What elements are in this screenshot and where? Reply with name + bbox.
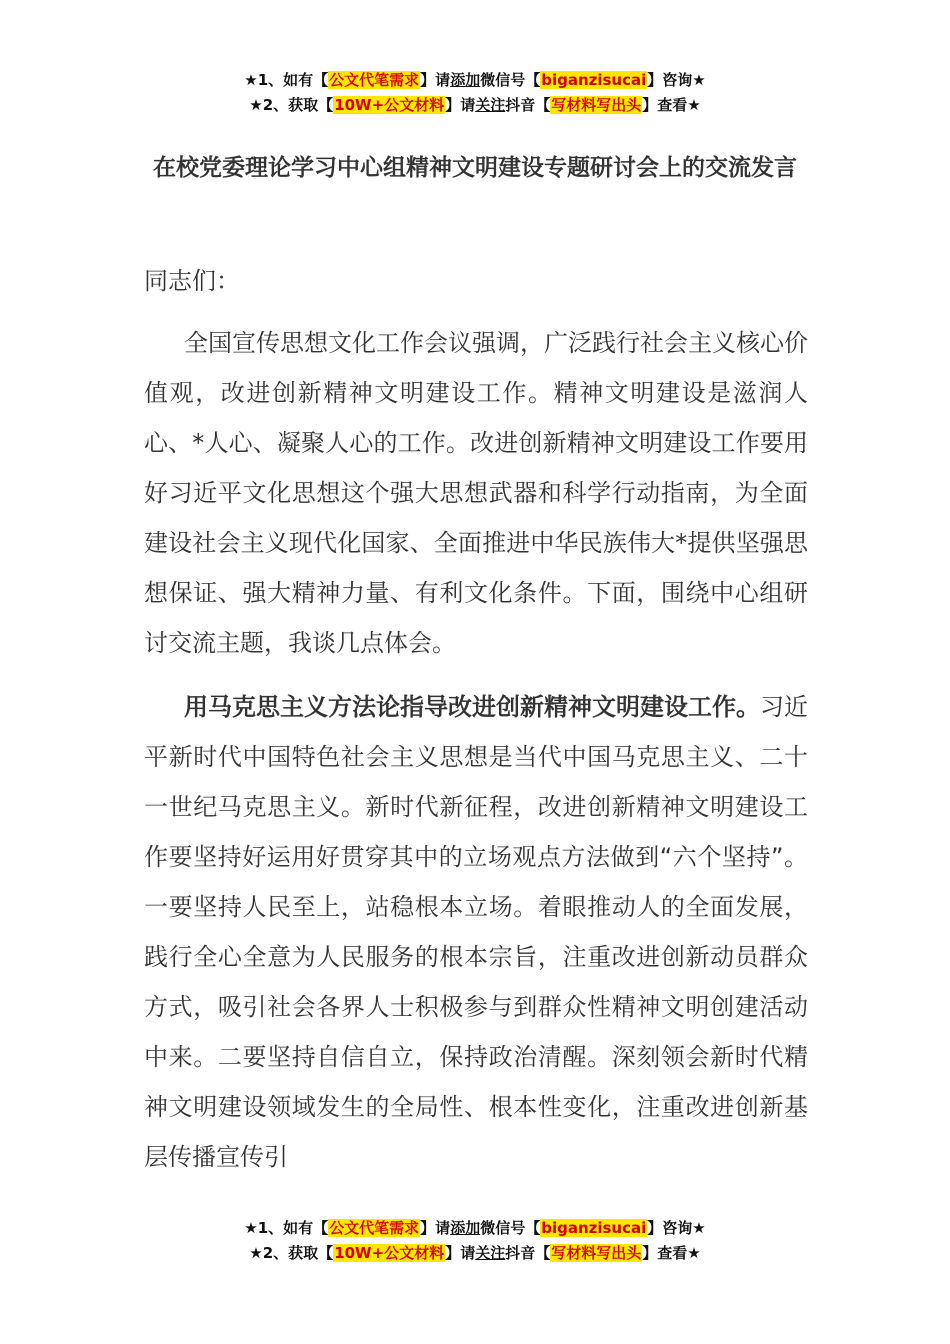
promo-text: 】查看★ xyxy=(642,1244,701,1262)
promo-text: 1、如有【 xyxy=(257,1219,329,1237)
promo-highlight: biganzisucai xyxy=(541,1219,647,1237)
promo-banner-top xyxy=(0,68,950,118)
promo-text: 1、如有【 xyxy=(257,71,329,89)
promo-highlight: 10W+公文材料 xyxy=(334,1244,445,1262)
paragraph-intro: 全国宣传思想文化工作会议强调，广泛践行社会主义核心价值观，改进创新精神文明建设工作。精神文明建设是滋润人心、*人心、凝聚人心的工作。改进创新精神文明建设工作要用好习近平文化思想这个强大思想武器和科学行动指南，为全面建设社会主义现代化国家、全面推进中华民族伟大*提供坚强思想保证、强大精神力量、有利文化条件。下面，围绕中心组研讨交流主题，我谈几点体会。 xyxy=(144,329,808,657)
document-body xyxy=(144,256,808,1182)
promo-text: 2、获取【 xyxy=(262,96,334,114)
section-text: 习近平新时代中国特色社会主义思想是当代中国马克思主义、二十一世纪马克思主义。新时代新征程，改进创新精神文明建设工作要坚持好运用好贯穿其中的立场观点方法做到“六个坚持”。一要坚持人民至上，站稳根本立场。着眼推动人的全面发展，践行全心全意为人民服务的根本宗旨，注重改进创新动员群众方式，吸引社会各界人士积极参与到群众性精神文明创建活动中来。二要坚持自信自立，保持政治清醒。深刻领会新时代精神文明建设领域发生的全局性、根本性变化，注重改进创新基层传播宣传引 xyxy=(144,693,808,1171)
promo-text: 】咨询★ xyxy=(647,1219,706,1237)
promo-underlined: 关注 xyxy=(475,96,506,114)
promo-text: 】咨询★ xyxy=(647,71,706,89)
paragraph-section-1 xyxy=(144,682,808,1182)
promo-line-1 xyxy=(0,1216,950,1241)
promo-highlight: 写材料写出头 xyxy=(551,1244,642,1262)
promo-line-1 xyxy=(0,68,950,93)
promo-highlight: 写材料写出头 xyxy=(551,96,642,114)
promo-line-2 xyxy=(0,1241,950,1266)
promo-text: 微信号【 xyxy=(480,1219,541,1237)
promo-text: 】请 xyxy=(420,1219,451,1237)
promo-line-2 xyxy=(0,93,950,118)
promo-text: 】请 xyxy=(445,1244,476,1262)
promo-text: 2、获取【 xyxy=(262,1244,334,1262)
star-icon: ★ xyxy=(249,96,263,114)
star-icon: ★ xyxy=(244,1219,258,1237)
promo-banner-bottom xyxy=(0,1216,950,1266)
promo-text: 】查看★ xyxy=(642,96,701,114)
promo-text: 微信号【 xyxy=(480,71,541,89)
promo-underlined: 添加 xyxy=(450,71,481,89)
promo-highlight: biganzisucai xyxy=(541,71,647,89)
document-title: 在校党委理论学习中心组精神文明建设专题研讨会上的交流发言 xyxy=(153,155,797,181)
promo-highlight: 公文代笔需求 xyxy=(329,1219,420,1237)
promo-highlight: 10W+公文材料 xyxy=(334,96,445,114)
promo-highlight: 公文代笔需求 xyxy=(329,71,420,89)
promo-underlined: 添加 xyxy=(450,1219,481,1237)
star-icon: ★ xyxy=(244,71,258,89)
promo-underlined: 关注 xyxy=(475,1244,506,1262)
section-lead: 用马克思主义方法论指导改进创新精神文明建设工作。 xyxy=(184,693,760,721)
star-icon: ★ xyxy=(249,1244,263,1262)
salutation: 同志们： xyxy=(144,267,240,295)
promo-text: 】请 xyxy=(420,71,451,89)
promo-text: 】请 xyxy=(445,96,476,114)
promo-text: 抖音【 xyxy=(505,96,551,114)
promo-text: 抖音【 xyxy=(505,1244,551,1262)
